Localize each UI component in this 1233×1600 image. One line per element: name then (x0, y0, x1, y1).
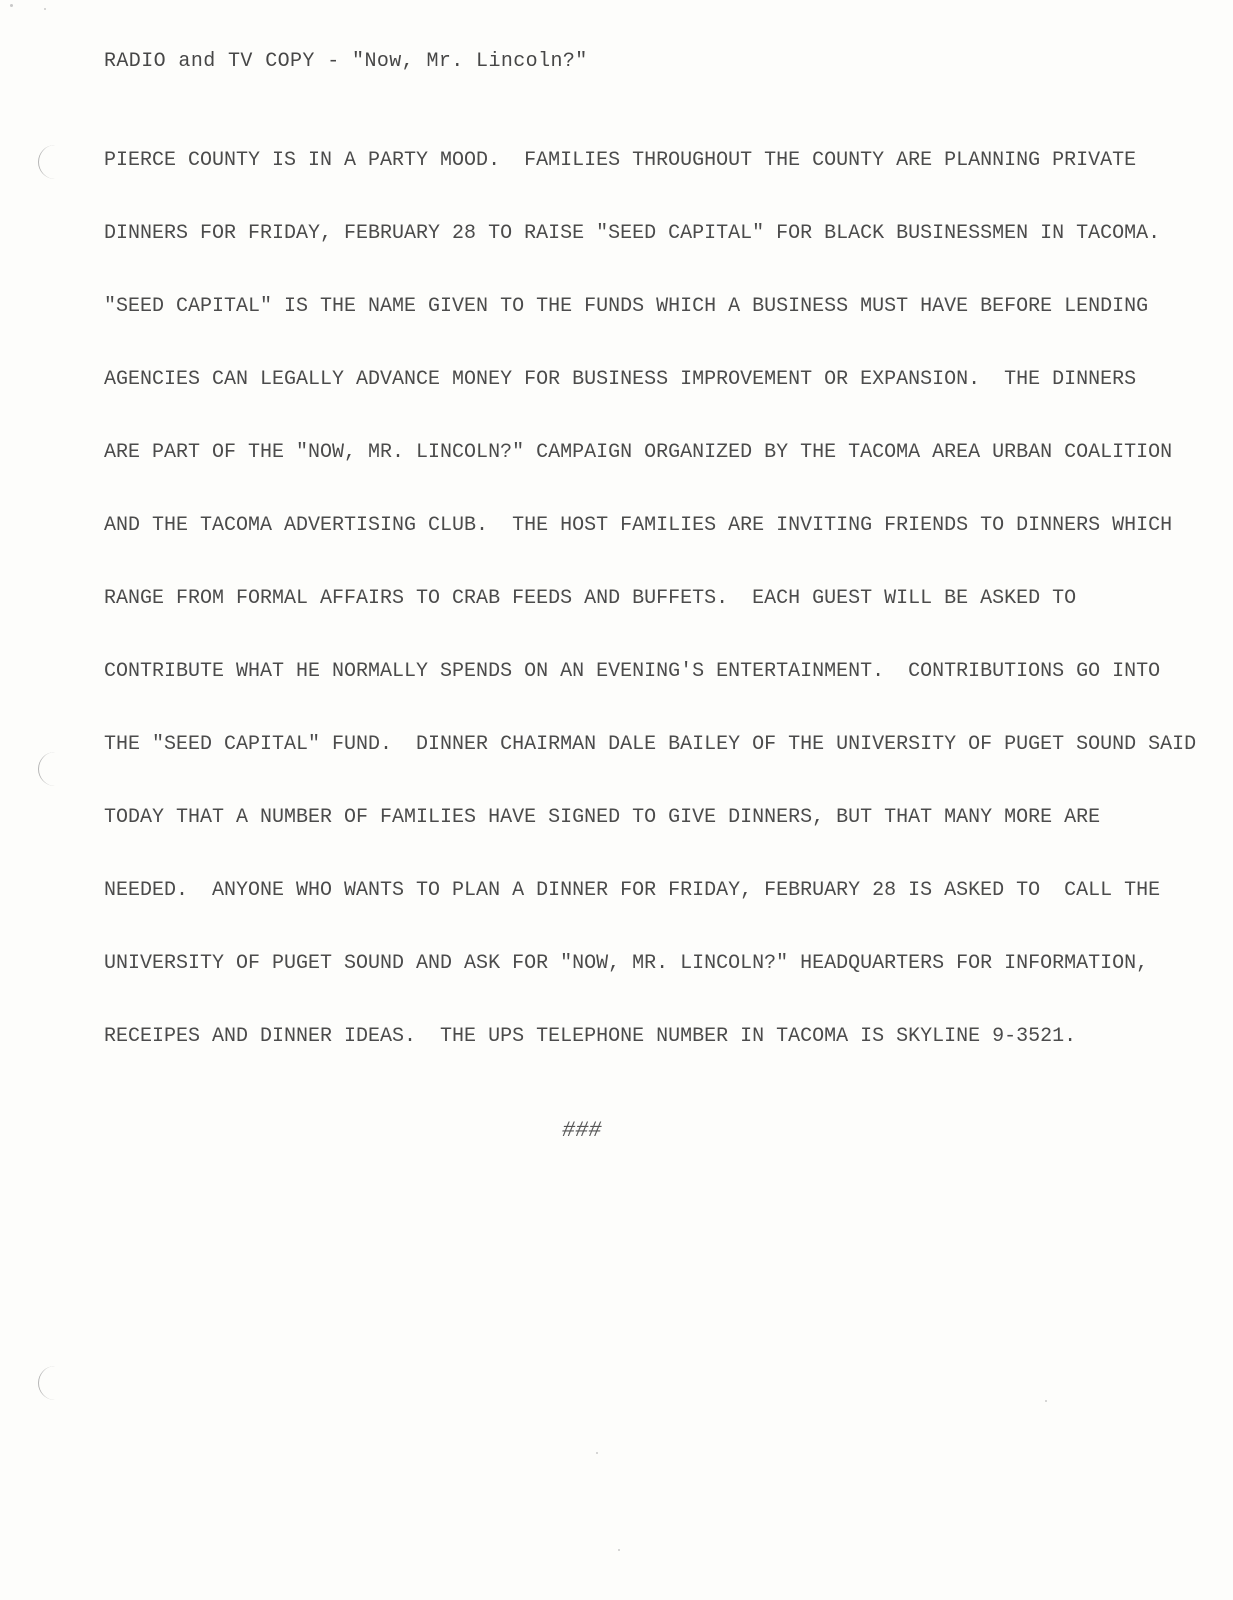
body-line: PIERCE COUNTY IS IN A PARTY MOOD. FAMILIES THROUGHOUT THE COUNTY ARE PLANNING PRIVATE (104, 149, 1137, 172)
binder-hole-mark (38, 145, 57, 179)
binder-hole-mark (38, 752, 57, 786)
paper-speck (618, 1549, 620, 1551)
body-line: THE "SEED CAPITAL" FUND. DINNER CHAIRMAN DALE BAILEY OF THE UNIVERSITY OF PUGET SOUND SAID (104, 733, 1197, 756)
body-line: "SEED CAPITAL" IS THE NAME GIVEN TO THE FUNDS WHICH A BUSINESS MUST HAVE BEFORE LENDING (104, 295, 1149, 318)
paper-speck (10, 4, 13, 7)
paper-speck (1045, 1400, 1047, 1402)
body-line: RECEIPES AND DINNER IDEAS. THE UPS TELEPHONE NUMBER IN TACOMA IS SKYLINE 9-3521. (104, 1025, 1077, 1048)
paper-speck (596, 1452, 598, 1454)
binder-hole-mark (38, 1366, 57, 1400)
body-line: NEEDED. ANYONE WHO WANTS TO PLAN A DINNER FOR FRIDAY, FEBRUARY 28 IS ASKED TO CALL THE (104, 879, 1161, 902)
body-line: RANGE FROM FORMAL AFFAIRS TO CRAB FEEDS AND BUFFETS. EACH GUEST WILL BE ASKED TO (104, 587, 1077, 610)
document-header: RADIO and TV COPY - "Now, Mr. Lincoln?" (104, 50, 588, 73)
body-line: TODAY THAT A NUMBER OF FAMILIES HAVE SIGNED TO GIVE DINNERS, BUT THAT MANY MORE ARE (104, 806, 1101, 829)
paper-speck (44, 8, 46, 10)
body-line: ARE PART OF THE "NOW, MR. LINCOLN?" CAMPAIGN ORGANIZED BY THE TACOMA AREA URBAN COALITION (104, 441, 1173, 464)
body-line: DINNERS FOR FRIDAY, FEBRUARY 28 TO RAISE "SEED CAPITAL" FOR BLACK BUSINESSMEN IN TACOMA. (104, 222, 1161, 245)
body-line: CONTRIBUTE WHAT HE NORMALLY SPENDS ON AN EVENING'S ENTERTAINMENT. CONTRIBUTIONS GO INTO (104, 660, 1161, 683)
body-line: UNIVERSITY OF PUGET SOUND AND ASK FOR "NOW, MR. LINCOLN?" HEADQUARTERS FOR INFORMATION, (104, 952, 1149, 975)
body-line: AGENCIES CAN LEGALLY ADVANCE MONEY FOR BUSINESS IMPROVEMENT OR EXPANSION. THE DINNERS (104, 368, 1137, 391)
end-mark: ### (562, 1118, 602, 1143)
body-line: AND THE TACOMA ADVERTISING CLUB. THE HOST FAMILIES ARE INVITING FRIENDS TO DINNERS WHICH (104, 514, 1173, 537)
body-text (104, 148, 1214, 1097)
